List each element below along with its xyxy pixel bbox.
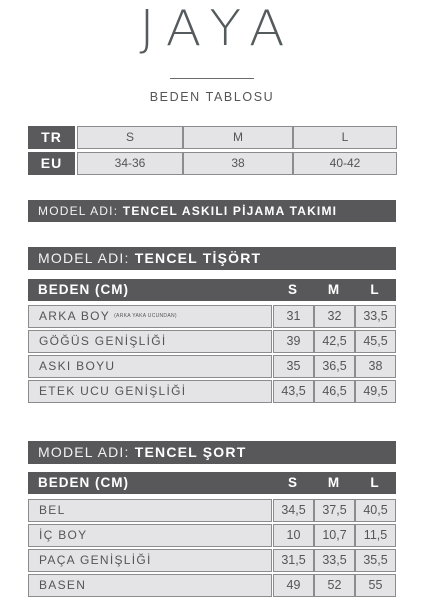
size-conversion-table [28, 126, 397, 176]
size-cm-label: BEDEN (CM) [38, 282, 129, 297]
value-l: 45,5 [355, 330, 396, 353]
tshirt-model-name: TENCEL TİŞÖRT [134, 250, 262, 266]
value-s: 10 [273, 524, 314, 547]
table-row [28, 574, 396, 597]
value-l: 40,5 [355, 499, 396, 522]
value-s: 34,5 [273, 499, 314, 522]
row-label: ASKI BOYU [28, 355, 272, 378]
value-m: 46,5 [314, 380, 355, 403]
col-l: L [370, 475, 380, 490]
value-m: 52 [314, 574, 355, 597]
value-s: 35 [273, 355, 314, 378]
value-m: 32 [314, 305, 355, 328]
tshirt-table-header [28, 279, 396, 301]
value-s: 31,5 [273, 549, 314, 572]
eu-size-l: 40-42 [293, 152, 397, 175]
tr-label: TR [28, 126, 75, 149]
col-s: S [287, 282, 298, 297]
row-label: BASEN [28, 574, 272, 597]
row-label: ETEK UCU GENİŞLİĞİ [28, 380, 272, 403]
row-label: BEL [28, 499, 272, 522]
table-row [28, 524, 396, 547]
value-m: 36,5 [314, 355, 355, 378]
value-l: 33,5 [355, 305, 396, 328]
table-row [28, 549, 396, 572]
shorts-model-prefix: MODEL ADI: [38, 444, 130, 460]
tr-size-m: M [183, 126, 293, 149]
value-s: 49 [273, 574, 314, 597]
value-m: 10,7 [314, 524, 355, 547]
value-m: 42,5 [314, 330, 355, 353]
shorts-model-bar [28, 441, 396, 464]
model-name: TENCEL ASKILI PİJAMA TAKIMI [122, 204, 338, 218]
divider [170, 78, 254, 79]
row-label: PAÇA GENİŞLİĞİ [28, 549, 272, 572]
row-note: (ARKA YAKA UCUNDAN) [114, 313, 177, 320]
shorts-table-header [28, 472, 396, 494]
table-row [28, 355, 396, 378]
col-m: M [327, 282, 341, 297]
table-row [28, 330, 396, 353]
row-label: ARKA BOY (ARKA YAKA UCUNDAN) [28, 305, 272, 328]
eu-label: EU [28, 152, 75, 175]
value-s: 39 [273, 330, 314, 353]
value-l: 38 [355, 355, 396, 378]
row-label: GÖĞÜS GENİŞLİĞİ [28, 330, 272, 353]
value-s: 31 [273, 305, 314, 328]
model-prefix: MODEL ADI: [38, 204, 119, 218]
row-label: İÇ BOY [28, 524, 272, 547]
size-cm-label: BEDEN (CM) [38, 475, 129, 490]
value-m: 33,5 [314, 549, 355, 572]
value-l: 35,5 [355, 549, 396, 572]
col-s: S [287, 475, 298, 490]
brand-logo: JAYA [139, 0, 297, 58]
table-row [28, 499, 396, 522]
tshirt-model-prefix: MODEL ADI: [38, 250, 130, 266]
value-m: 37,5 [314, 499, 355, 522]
value-s: 43,5 [273, 380, 314, 403]
shorts-model-name: TENCEL ŞORT [134, 444, 247, 460]
tr-size-s: S [77, 126, 183, 149]
value-l: 55 [355, 574, 396, 597]
tr-size-l: L [293, 126, 397, 149]
model-name-bar [28, 200, 396, 222]
tshirt-model-bar [28, 247, 396, 270]
col-m: M [327, 475, 341, 490]
col-l: L [370, 282, 380, 297]
page-title: BEDEN TABLOSU [149, 90, 275, 104]
table-row [28, 380, 396, 403]
value-l: 49,5 [355, 380, 396, 403]
table-row [28, 305, 396, 328]
value-l: 11,5 [355, 524, 396, 547]
eu-size-s: 34-36 [77, 152, 183, 175]
eu-size-m: 38 [183, 152, 293, 175]
